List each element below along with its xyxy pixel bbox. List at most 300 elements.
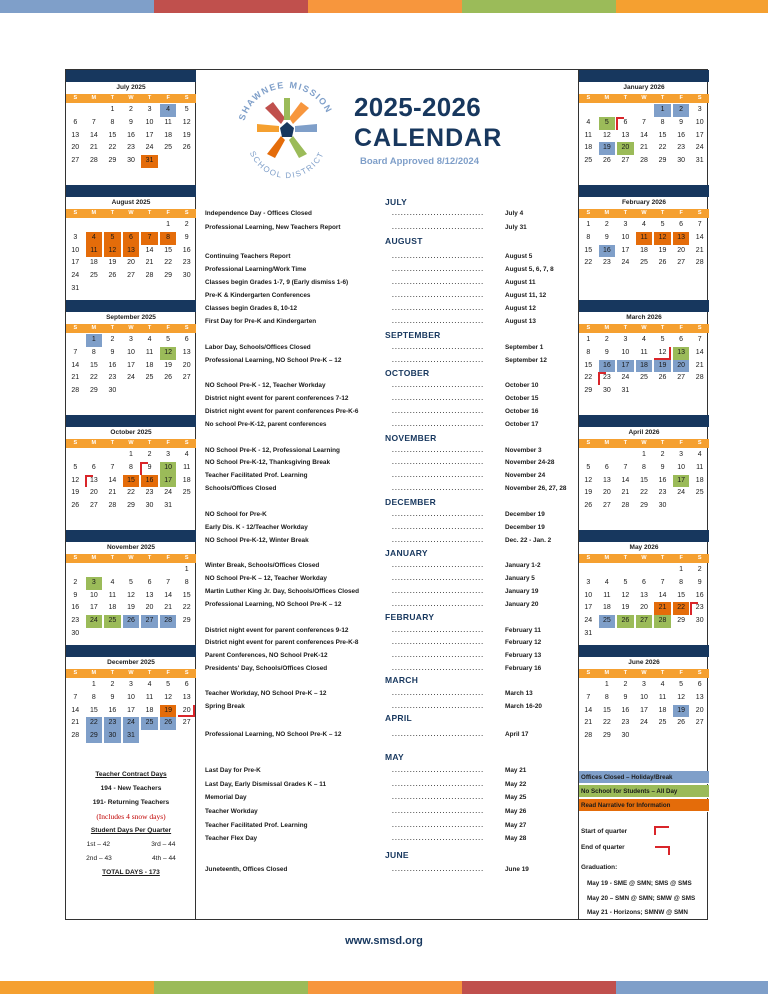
day-cell[interactable]: 30 bbox=[621, 732, 630, 740]
day-cell[interactable]: 27 bbox=[677, 259, 686, 267]
day-cell[interactable]: 8 bbox=[604, 693, 609, 701]
day-cell[interactable]: 6 bbox=[184, 681, 189, 688]
day-cell[interactable]: 10 bbox=[160, 462, 177, 475]
day-cell[interactable]: 12 bbox=[584, 476, 593, 484]
day-cell[interactable]: 10 bbox=[640, 693, 648, 701]
day-cell[interactable]: 5 bbox=[660, 221, 665, 228]
day-cell[interactable]: 8 bbox=[642, 463, 646, 471]
day-cell[interactable]: 20 bbox=[89, 489, 98, 497]
day-cell[interactable]: 30 bbox=[108, 387, 117, 395]
day-cell[interactable]: 7 bbox=[73, 348, 78, 356]
day-cell[interactable]: 1 bbox=[586, 221, 591, 228]
day-cell[interactable]: 20 bbox=[677, 246, 686, 254]
day-cell[interactable]: 3 bbox=[147, 106, 152, 113]
day-cell[interactable]: 18 bbox=[602, 604, 611, 612]
day-cell[interactable]: 7 bbox=[697, 221, 702, 228]
day-cell[interactable]: 11 bbox=[696, 463, 704, 471]
day-cell[interactable]: 31 bbox=[695, 157, 704, 165]
day-cell[interactable]: 25 bbox=[599, 615, 616, 628]
day-cell[interactable]: 22 bbox=[640, 489, 648, 497]
day-cell[interactable]: 9 bbox=[110, 693, 115, 701]
day-cell[interactable]: 20 bbox=[182, 361, 191, 369]
day-cell[interactable]: 28 bbox=[71, 387, 80, 395]
day-cell[interactable]: 21 bbox=[640, 144, 648, 152]
day-cell[interactable]: 16 bbox=[658, 476, 667, 484]
day-cell[interactable]: 27 bbox=[89, 502, 98, 510]
day-cell[interactable]: 6 bbox=[91, 463, 96, 471]
day-cell[interactable]: 21 bbox=[695, 246, 704, 254]
day-cell[interactable]: 6 bbox=[679, 336, 684, 343]
day-cell[interactable]: 11 bbox=[636, 232, 653, 245]
day-cell[interactable]: 25 bbox=[658, 719, 667, 727]
day-cell[interactable]: 24 bbox=[123, 717, 140, 730]
day-cell[interactable]: 6 bbox=[184, 336, 189, 343]
day-cell[interactable]: 2 bbox=[147, 451, 152, 458]
day-cell[interactable]: 11 bbox=[183, 463, 191, 471]
day-cell[interactable]: 6 bbox=[147, 578, 152, 586]
day-cell[interactable]: 27 bbox=[182, 719, 191, 727]
day-cell[interactable]: 29 bbox=[86, 730, 103, 743]
day-cell[interactable]: 24 bbox=[640, 719, 648, 727]
day-cell[interactable]: 17 bbox=[673, 475, 690, 488]
day-cell[interactable]: 23 bbox=[127, 144, 135, 152]
day-cell[interactable]: 18 bbox=[584, 144, 593, 152]
day-cell[interactable]: 15 bbox=[677, 591, 686, 599]
day-cell[interactable]: 17 bbox=[640, 706, 648, 714]
day-cell[interactable]: 9 bbox=[110, 348, 115, 356]
day-cell[interactable]: 3 bbox=[73, 233, 78, 241]
day-cell[interactable]: 20 bbox=[127, 259, 135, 267]
day-cell[interactable]: 21 bbox=[584, 719, 593, 727]
day-cell[interactable]: 8 bbox=[160, 232, 177, 245]
day-cell[interactable]: 30 bbox=[71, 629, 80, 637]
day-cell[interactable]: 2 bbox=[604, 336, 609, 343]
day-cell[interactable]: 13 bbox=[602, 476, 611, 484]
day-cell[interactable]: 13 bbox=[621, 131, 630, 139]
day-cell[interactable]: 2 bbox=[673, 104, 690, 117]
day-cell[interactable]: 6 bbox=[697, 681, 702, 688]
day-cell[interactable]: 26 bbox=[584, 502, 593, 510]
day-cell[interactable]: 16 bbox=[141, 475, 158, 488]
day-cell[interactable]: 24 bbox=[145, 144, 154, 152]
day-cell[interactable]: 17 bbox=[127, 361, 135, 369]
day-cell[interactable]: 16 bbox=[108, 361, 117, 369]
day-cell[interactable]: 26 bbox=[108, 272, 117, 280]
day-cell[interactable]: 6 bbox=[604, 463, 609, 471]
day-cell[interactable]: 11 bbox=[640, 348, 648, 356]
day-cell[interactable]: 22 bbox=[86, 717, 103, 730]
day-cell[interactable]: 10 bbox=[621, 348, 630, 356]
day-cell[interactable]: 14 bbox=[108, 476, 117, 484]
day-cell[interactable]: 12 bbox=[71, 476, 80, 484]
day-cell[interactable]: 28 bbox=[89, 157, 98, 165]
day-cell[interactable]: 10 bbox=[677, 463, 686, 471]
day-cell[interactable]: 21 bbox=[695, 361, 704, 369]
day-cell[interactable]: 3 bbox=[679, 451, 684, 458]
day-cell[interactable]: 28 bbox=[695, 259, 704, 267]
day-cell[interactable]: 12 bbox=[654, 347, 671, 360]
day-cell[interactable]: 19 bbox=[654, 360, 671, 373]
day-cell[interactable]: 4 bbox=[642, 336, 646, 343]
day-cell[interactable]: 17 bbox=[621, 246, 630, 254]
day-cell[interactable]: 17 bbox=[584, 604, 593, 612]
day-cell[interactable]: 4 bbox=[86, 232, 103, 245]
day-cell[interactable]: 13 bbox=[182, 693, 191, 701]
day-cell[interactable]: 17 bbox=[617, 360, 634, 373]
day-cell[interactable]: 15 bbox=[164, 246, 173, 254]
day-cell[interactable]: 8 bbox=[660, 118, 665, 126]
day-cell[interactable]: 10 bbox=[127, 693, 135, 701]
day-cell[interactable]: 6 bbox=[642, 578, 646, 586]
day-cell[interactable]: 22 bbox=[182, 604, 191, 612]
day-cell[interactable]: 16 bbox=[71, 604, 80, 612]
day-cell[interactable]: 20 bbox=[145, 604, 154, 612]
day-cell[interactable]: 17 bbox=[160, 475, 177, 488]
day-cell[interactable]: 18 bbox=[636, 360, 653, 373]
day-cell[interactable]: 9 bbox=[697, 578, 702, 586]
day-cell[interactable]: 2 bbox=[623, 681, 628, 688]
day-cell[interactable]: 10 bbox=[584, 591, 593, 599]
day-cell[interactable]: 7 bbox=[697, 336, 702, 343]
day-cell[interactable]: 24 bbox=[677, 489, 686, 497]
day-cell[interactable]: 19 bbox=[182, 131, 191, 139]
day-cell[interactable]: 13 bbox=[71, 131, 80, 139]
day-cell[interactable]: 5 bbox=[623, 578, 628, 586]
day-cell[interactable]: 20 bbox=[640, 604, 648, 612]
day-cell[interactable]: 22 bbox=[127, 489, 135, 497]
day-cell[interactable]: 24 bbox=[621, 374, 630, 382]
day-cell[interactable]: 28 bbox=[654, 615, 671, 628]
day-cell[interactable]: 4 bbox=[160, 104, 177, 117]
day-cell[interactable]: 27 bbox=[71, 157, 80, 165]
day-cell[interactable]: 25 bbox=[584, 157, 593, 165]
day-cell[interactable]: 29 bbox=[677, 617, 686, 625]
day-cell[interactable]: 4 bbox=[586, 118, 591, 126]
day-cell[interactable]: 7 bbox=[166, 578, 171, 586]
day-cell[interactable]: 26 bbox=[658, 374, 667, 382]
day-cell[interactable]: 15 bbox=[640, 476, 648, 484]
day-cell[interactable]: 19 bbox=[673, 705, 690, 718]
day-cell[interactable]: 8 bbox=[679, 578, 684, 586]
day-cell[interactable]: 30 bbox=[182, 272, 191, 280]
day-cell[interactable]: 17 bbox=[695, 131, 704, 139]
day-cell[interactable]: 7 bbox=[660, 578, 665, 586]
day-cell[interactable]: 29 bbox=[584, 387, 593, 395]
day-cell[interactable]: 28 bbox=[145, 272, 154, 280]
day-cell[interactable]: 21 bbox=[654, 602, 671, 615]
day-cell[interactable]: 14 bbox=[89, 131, 98, 139]
day-cell[interactable]: 3 bbox=[623, 221, 628, 228]
day-cell[interactable]: 9 bbox=[141, 462, 158, 475]
day-cell[interactable]: 3 bbox=[586, 578, 591, 586]
day-cell[interactable]: 3 bbox=[86, 577, 103, 590]
day-cell[interactable]: 16 bbox=[599, 245, 616, 258]
day-cell[interactable]: 7 bbox=[110, 463, 115, 471]
day-cell[interactable]: 5 bbox=[184, 106, 189, 113]
day-cell[interactable]: 19 bbox=[160, 705, 177, 718]
day-cell[interactable]: 17 bbox=[89, 604, 98, 612]
day-cell[interactable]: 6 bbox=[123, 232, 140, 245]
day-cell[interactable]: 23 bbox=[104, 717, 121, 730]
day-cell[interactable]: 12 bbox=[160, 347, 177, 360]
day-cell[interactable]: 7 bbox=[91, 118, 96, 126]
day-cell[interactable]: 13 bbox=[673, 232, 690, 245]
day-cell[interactable]: 27 bbox=[636, 615, 653, 628]
day-cell[interactable]: 16 bbox=[108, 706, 117, 714]
day-cell[interactable]: 12 bbox=[127, 591, 135, 599]
day-cell[interactable]: 1 bbox=[129, 451, 133, 458]
day-cell[interactable]: 26 bbox=[71, 502, 80, 510]
day-cell[interactable]: 8 bbox=[184, 578, 189, 586]
day-cell[interactable]: 15 bbox=[182, 591, 191, 599]
day-cell[interactable]: 9 bbox=[679, 118, 684, 126]
day-cell[interactable]: 29 bbox=[640, 502, 648, 510]
day-cell[interactable]: 4 bbox=[604, 578, 609, 586]
day-cell[interactable]: 3 bbox=[697, 106, 702, 113]
day-cell[interactable]: 19 bbox=[71, 489, 80, 497]
day-cell[interactable]: 1 bbox=[166, 221, 171, 228]
day-cell[interactable]: 3 bbox=[623, 336, 628, 343]
day-cell[interactable]: 27 bbox=[621, 157, 630, 165]
day-cell[interactable]: 22 bbox=[658, 144, 667, 152]
day-cell[interactable]: 16 bbox=[695, 591, 704, 599]
day-cell[interactable]: 28 bbox=[160, 615, 177, 628]
day-cell[interactable]: 2 bbox=[129, 106, 133, 113]
day-cell[interactable]: 25 bbox=[141, 717, 158, 730]
day-cell[interactable]: 31 bbox=[141, 155, 158, 168]
day-cell[interactable]: 29 bbox=[89, 387, 98, 395]
day-cell[interactable]: 28 bbox=[621, 502, 630, 510]
day-cell[interactable]: 30 bbox=[658, 502, 667, 510]
day-cell[interactable]: 9 bbox=[604, 348, 609, 356]
day-cell[interactable]: 1 bbox=[642, 451, 646, 458]
day-cell[interactable]: 24 bbox=[86, 615, 103, 628]
day-cell[interactable]: 18 bbox=[145, 361, 154, 369]
day-cell[interactable]: 3 bbox=[166, 451, 171, 458]
day-cell[interactable]: 31 bbox=[71, 284, 80, 292]
day-cell[interactable]: 1 bbox=[586, 336, 591, 343]
day-cell[interactable]: 5 bbox=[166, 336, 171, 343]
day-cell[interactable]: 17 bbox=[145, 131, 154, 139]
day-cell[interactable]: 19 bbox=[108, 259, 117, 267]
day-cell[interactable]: 26 bbox=[602, 157, 611, 165]
day-cell[interactable]: 7 bbox=[141, 232, 158, 245]
day-cell[interactable]: 5 bbox=[104, 232, 121, 245]
day-cell[interactable]: 7 bbox=[642, 118, 646, 126]
day-cell[interactable]: 9 bbox=[73, 591, 78, 599]
day-cell[interactable]: 14 bbox=[584, 706, 593, 714]
day-cell[interactable]: 31 bbox=[123, 730, 140, 743]
day-cell[interactable]: 5 bbox=[166, 681, 171, 688]
day-cell[interactable]: 15 bbox=[89, 361, 98, 369]
day-cell[interactable]: 8 bbox=[586, 348, 591, 356]
day-cell[interactable]: 18 bbox=[89, 259, 98, 267]
day-cell[interactable]: 24 bbox=[164, 489, 173, 497]
day-cell[interactable]: 30 bbox=[104, 730, 121, 743]
day-cell[interactable]: 3 bbox=[642, 681, 646, 688]
day-cell[interactable]: 16 bbox=[621, 706, 630, 714]
day-cell[interactable]: 25 bbox=[640, 374, 648, 382]
day-cell[interactable]: 12 bbox=[104, 245, 121, 258]
day-cell[interactable]: 30 bbox=[145, 502, 154, 510]
day-cell[interactable]: 4 bbox=[697, 451, 702, 458]
day-cell[interactable]: 30 bbox=[127, 157, 135, 165]
day-cell[interactable]: 12 bbox=[164, 693, 173, 701]
day-cell[interactable]: 30 bbox=[677, 157, 686, 165]
day-cell[interactable]: 5 bbox=[129, 578, 133, 586]
day-cell[interactable]: 22 bbox=[584, 259, 593, 267]
day-cell[interactable]: 27 bbox=[602, 502, 611, 510]
day-cell[interactable]: 25 bbox=[695, 489, 704, 497]
day-cell[interactable]: 10 bbox=[695, 118, 704, 126]
day-cell[interactable]: 26 bbox=[658, 259, 667, 267]
day-cell[interactable]: 19 bbox=[127, 604, 135, 612]
day-cell[interactable]: 1 bbox=[91, 681, 96, 688]
day-cell[interactable]: 29 bbox=[108, 157, 117, 165]
day-cell[interactable]: 11 bbox=[658, 693, 667, 701]
day-cell[interactable]: 27 bbox=[677, 374, 686, 382]
day-cell[interactable]: 27 bbox=[141, 615, 158, 628]
day-cell[interactable]: 28 bbox=[640, 157, 648, 165]
day-cell[interactable]: 11 bbox=[164, 118, 172, 126]
day-cell[interactable]: 11 bbox=[603, 591, 611, 599]
day-cell[interactable]: 19 bbox=[599, 142, 616, 155]
day-cell[interactable]: 2 bbox=[660, 451, 665, 458]
day-cell[interactable]: 22 bbox=[164, 259, 173, 267]
day-cell[interactable]: 28 bbox=[108, 502, 117, 510]
day-cell[interactable]: 25 bbox=[640, 259, 648, 267]
day-cell[interactable]: 23 bbox=[602, 259, 611, 267]
day-cell[interactable]: 21 bbox=[621, 489, 630, 497]
day-cell[interactable]: 1 bbox=[110, 106, 115, 113]
day-cell[interactable]: 19 bbox=[658, 246, 667, 254]
day-cell[interactable]: 11 bbox=[584, 131, 592, 139]
day-cell[interactable]: 2 bbox=[697, 566, 702, 573]
day-cell[interactable]: 14 bbox=[71, 706, 80, 714]
day-cell[interactable]: 20 bbox=[617, 142, 634, 155]
day-cell[interactable]: 27 bbox=[695, 719, 704, 727]
day-cell[interactable]: 26 bbox=[164, 374, 173, 382]
day-cell[interactable]: 23 bbox=[658, 489, 667, 497]
day-cell[interactable]: 4 bbox=[184, 451, 189, 458]
day-cell[interactable]: 18 bbox=[182, 476, 191, 484]
day-cell[interactable]: 1 bbox=[654, 104, 671, 117]
day-cell[interactable]: 31 bbox=[621, 387, 630, 395]
day-cell[interactable]: 26 bbox=[123, 615, 140, 628]
day-cell[interactable]: 8 bbox=[129, 463, 133, 471]
day-cell[interactable]: 27 bbox=[182, 374, 191, 382]
day-cell[interactable]: 20 bbox=[602, 489, 611, 497]
day-cell[interactable]: 8 bbox=[91, 348, 96, 356]
day-cell[interactable]: 28 bbox=[584, 732, 593, 740]
day-cell[interactable]: 13 bbox=[86, 475, 103, 488]
day-cell[interactable]: 15 bbox=[108, 131, 117, 139]
day-cell[interactable]: 24 bbox=[127, 374, 135, 382]
day-cell[interactable]: 20 bbox=[673, 360, 690, 373]
day-cell[interactable]: 18 bbox=[108, 604, 117, 612]
day-cell[interactable]: 1 bbox=[184, 566, 189, 573]
day-cell[interactable]: 18 bbox=[164, 131, 173, 139]
day-cell[interactable]: 4 bbox=[110, 578, 115, 586]
day-cell[interactable]: 11 bbox=[145, 693, 154, 701]
day-cell[interactable]: 23 bbox=[677, 144, 686, 152]
day-cell[interactable]: 18 bbox=[640, 246, 648, 254]
day-cell[interactable]: 19 bbox=[621, 604, 630, 612]
day-cell[interactable]: 16 bbox=[127, 131, 135, 139]
day-cell[interactable]: 23 bbox=[691, 602, 708, 615]
day-cell[interactable]: 15 bbox=[123, 475, 140, 488]
day-cell[interactable]: 8 bbox=[110, 118, 115, 126]
day-cell[interactable]: 7 bbox=[586, 693, 591, 701]
day-cell[interactable]: 22 bbox=[673, 602, 690, 615]
day-cell[interactable]: 10 bbox=[145, 118, 154, 126]
day-cell[interactable]: 9 bbox=[623, 693, 628, 701]
day-cell[interactable]: 29 bbox=[182, 617, 191, 625]
day-cell[interactable]: 17 bbox=[127, 706, 135, 714]
day-cell[interactable]: 20 bbox=[71, 144, 80, 152]
day-cell[interactable]: 15 bbox=[584, 361, 593, 369]
day-cell[interactable]: 28 bbox=[71, 732, 80, 740]
day-cell[interactable]: 14 bbox=[164, 591, 173, 599]
day-cell[interactable]: 3 bbox=[129, 336, 133, 343]
day-cell[interactable]: 9 bbox=[604, 233, 609, 241]
day-cell[interactable]: 23 bbox=[182, 259, 191, 267]
day-cell[interactable]: 13 bbox=[673, 347, 690, 360]
day-cell[interactable]: 4 bbox=[147, 681, 152, 688]
day-cell[interactable]: 24 bbox=[621, 259, 630, 267]
day-cell[interactable]: 15 bbox=[89, 706, 98, 714]
day-cell[interactable]: 29 bbox=[164, 272, 173, 280]
day-cell[interactable]: 6 bbox=[617, 117, 634, 130]
day-cell[interactable]: 26 bbox=[617, 615, 634, 628]
day-cell[interactable]: 30 bbox=[695, 617, 704, 625]
day-cell[interactable]: 21 bbox=[145, 259, 154, 267]
day-cell[interactable]: 15 bbox=[658, 131, 667, 139]
day-cell[interactable]: 22 bbox=[89, 374, 98, 382]
day-cell[interactable]: 13 bbox=[695, 693, 704, 701]
day-cell[interactable]: 25 bbox=[145, 374, 154, 382]
day-cell[interactable]: 14 bbox=[658, 591, 667, 599]
day-cell[interactable]: 19 bbox=[164, 361, 173, 369]
day-cell[interactable]: 25 bbox=[182, 489, 191, 497]
day-cell[interactable]: 5 bbox=[660, 336, 665, 343]
day-cell[interactable]: 19 bbox=[584, 489, 593, 497]
day-cell[interactable]: 16 bbox=[599, 360, 616, 373]
day-cell[interactable]: 12 bbox=[182, 118, 191, 126]
day-cell[interactable]: 11 bbox=[108, 591, 117, 599]
day-cell[interactable]: 14 bbox=[695, 233, 704, 241]
day-cell[interactable]: 2 bbox=[184, 221, 189, 228]
day-cell[interactable]: 31 bbox=[584, 629, 593, 637]
day-cell[interactable]: 11 bbox=[86, 245, 103, 258]
day-cell[interactable]: 6 bbox=[73, 118, 78, 126]
day-cell[interactable]: 26 bbox=[182, 144, 191, 152]
day-cell[interactable]: 4 bbox=[642, 221, 646, 228]
day-cell[interactable]: 5 bbox=[679, 681, 684, 688]
day-cell[interactable]: 23 bbox=[108, 374, 117, 382]
day-cell[interactable]: 28 bbox=[695, 374, 704, 382]
day-cell[interactable]: 24 bbox=[71, 272, 80, 280]
day-cell[interactable]: 23 bbox=[145, 489, 154, 497]
day-cell[interactable]: 8 bbox=[91, 693, 96, 701]
day-cell[interactable]: 11 bbox=[145, 348, 154, 356]
day-cell[interactable]: 14 bbox=[71, 361, 80, 369]
day-cell[interactable]: 5 bbox=[586, 463, 591, 471]
day-cell[interactable]: 7 bbox=[73, 693, 78, 701]
day-cell[interactable]: 13 bbox=[145, 591, 154, 599]
day-cell[interactable]: 21 bbox=[108, 489, 117, 497]
district-website-link[interactable]: www.smsd.org bbox=[345, 935, 423, 947]
